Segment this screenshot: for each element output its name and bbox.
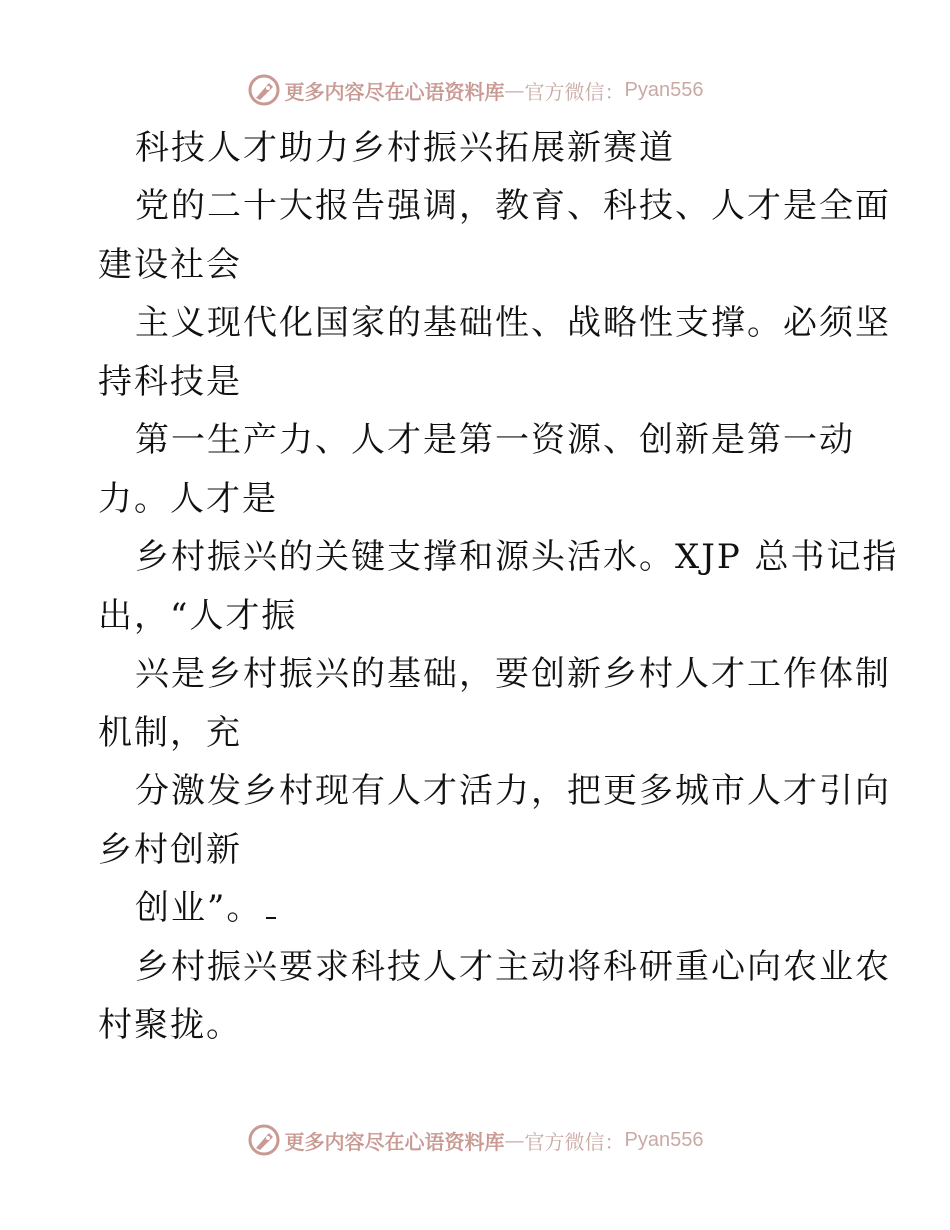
paragraph-line: 持科技是 (98, 362, 242, 402)
footer-watermark (0, 1120, 950, 1160)
paragraph-line: 出，“人才振 (98, 596, 298, 636)
watermark-wechat-id: Pyan556 (624, 78, 704, 101)
paragraph-line: 第一生产力、人才是第一资源、创新是第一动 (135, 420, 855, 460)
watermark-separator: — (504, 1128, 525, 1152)
paragraph-line: 乡村振兴要求科技人才主动将科研重心向农业农 (135, 947, 891, 987)
paragraph-line-end (135, 888, 276, 928)
paragraph-line: 村聚拢。 (98, 1005, 242, 1045)
header-watermark (0, 70, 950, 110)
pen-nib-logo-icon (247, 1123, 281, 1157)
paragraph-line: 党的二十大报告强调，教育、科技、人才是全面 (135, 186, 891, 226)
watermark-official-label: 官方微信： (524, 79, 625, 104)
paragraph-line: 建设社会 (98, 245, 242, 285)
pen-nib-logo-icon (247, 73, 281, 107)
paragraph-line: 乡村创新 (98, 830, 242, 870)
document-title: 科技人才助力乡村振兴拓展新赛道 (135, 128, 675, 168)
paragraph-line: 机制，充 (98, 713, 242, 753)
paragraph-line: 分激发乡村现有人才活力，把更多城市人才引向 (135, 771, 891, 811)
watermark-separator: — (504, 78, 525, 102)
paragraph-line: 创业”。 (135, 888, 263, 928)
paragraph-line: 主义现代化国家的基础性、战略性支撑。必须坚 (135, 303, 891, 343)
watermark-wechat-id: Pyan556 (624, 1128, 704, 1151)
paragraph-line: 兴是乡村振兴的基础，要创新乡村人才工作体制 (135, 654, 891, 694)
paragraph-mark-icon (266, 917, 276, 919)
paragraph-line: 力。人才是 (98, 479, 278, 519)
watermark-brand: 更多内容尽在心语资料库 (284, 1129, 505, 1154)
watermark-brand: 更多内容尽在心语资料库 (284, 79, 505, 104)
watermark-official-label: 官方微信： (524, 1129, 625, 1154)
paragraph-line: 乡村振兴的关键支撑和源头活水。XJP 总书记指 (135, 537, 899, 577)
